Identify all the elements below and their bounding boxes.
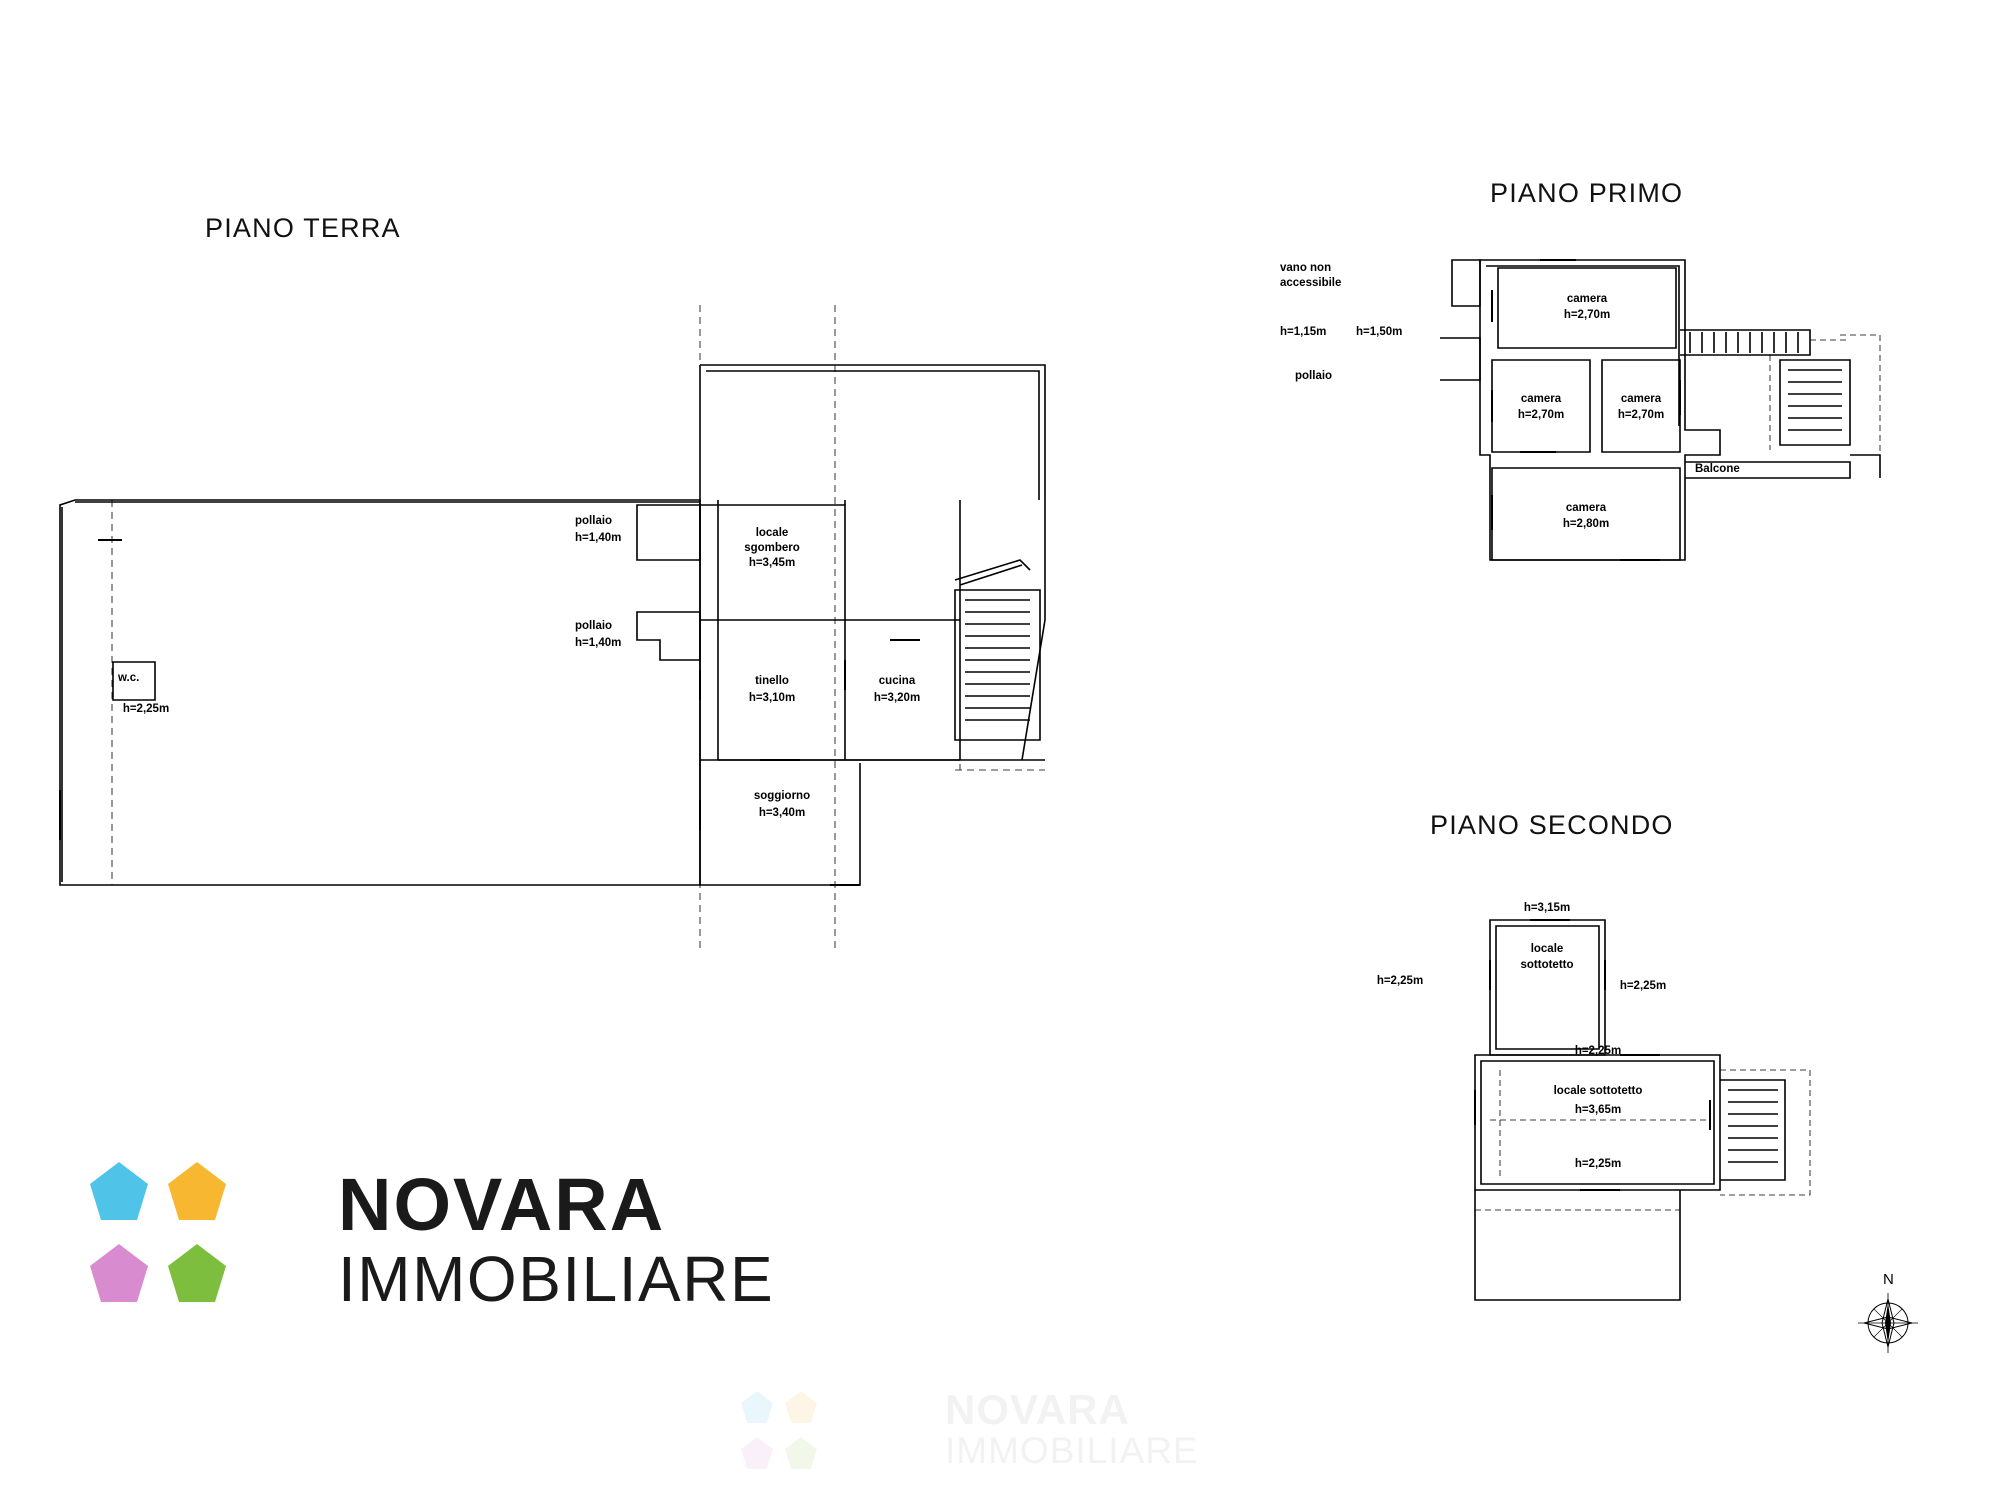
plan-piano-secondo-drawing [1380,880,2000,1310]
logo-text-immobiliare: IMMOBILIARE [338,1243,775,1315]
room-height-camera-1: h=2,70m [1563,309,1611,321]
logo-pentagon-green-icon [166,1242,228,1304]
floor-title-piano-secondo: PIANO SECONDO [1430,810,1674,840]
compass-rose [1855,1271,1925,1355]
room-height-camera-2: h=2,70m [1517,409,1565,421]
room-label-vano-non-accessibile-line2: accessibile [1280,277,1342,289]
room-height-camera-4: h=2,80m [1562,518,1610,530]
room-label-camera-1: camera [1566,293,1608,305]
room-label-camera-2: camera [1520,393,1562,405]
plan-piano-primo [1280,230,2000,690]
room-label-pollaio-2: pollaio [575,620,613,632]
room-height-wc: h=2,25m [122,703,170,715]
room-height-pollaio-1: h=1,40m [575,532,622,544]
plan-piano-terra [0,0,1100,1000]
floor-title-piano-terra: PIANO TERRA [205,213,401,243]
watermark-logo [740,1386,1260,1500]
annotation-h225-right: h=2,25m [1619,980,1667,992]
watermark-pentagon-pink-icon [740,1436,774,1470]
room-height-pollaio-2: h=1,40m [575,637,622,649]
floor-title-piano-primo: PIANO PRIMO [1490,178,1684,208]
annotation-h225-bottom: h=2,25m [1574,1158,1622,1170]
room-height-locale-sottotetto-2: h=3,65m [1574,1104,1622,1116]
plan-piano-primo-drawing [1380,230,2000,690]
logo-pentagon-pink-icon [88,1242,150,1304]
watermark-pentagon-yellow-icon [784,1390,818,1424]
room-label-locale-sottotetto-1-line2: sottotetto [1520,959,1574,971]
annotation-h225-mid: h=2,25m [1574,1045,1622,1057]
annotation-h150: h=1,50m [1356,326,1403,338]
room-label-pollaio-1: pollaio [575,515,613,527]
logo-text-novara: NOVARA [338,1163,666,1246]
room-height-locale-sgombero: h=3,45m [748,557,796,569]
room-label-pollaio-first-floor: pollaio [1295,370,1333,382]
room-label-camera-4: camera [1565,502,1607,514]
room-height-camera-3: h=2,70m [1617,409,1665,421]
room-label-wc: w.c. [118,672,140,684]
watermark-text-novara: NOVARA [945,1386,1130,1433]
room-label-vano-non-accessibile-line1: vano non [1280,262,1332,274]
annotation-h225-left: h=2,25m [1376,975,1424,987]
room-height-cucina: h=3,20m [873,692,921,704]
logo-pentagon-yellow-icon [166,1160,228,1222]
room-label-camera-3: camera [1620,393,1662,405]
room-label-cucina: cucina [878,675,916,687]
room-label-locale-sgombero-line2: sgombero [744,542,800,554]
watermark-text-immobiliare: IMMOBILIARE [945,1430,1199,1471]
compass-north-label: N [1883,1271,1894,1288]
room-label-tinello: tinello [755,675,789,687]
watermark-pentagon-green-icon [784,1436,818,1470]
logo-pentagon-cyan-icon [88,1160,150,1222]
annotation-h315: h=3,15m [1523,902,1571,914]
watermark-pentagon-cyan-icon [740,1390,774,1424]
agency-logo [88,1160,775,1360]
room-height-soggiorno: h=3,40m [758,807,806,819]
room-label-balcone: Balcone [1695,463,1740,475]
room-height-tinello: h=3,10m [748,692,796,704]
room-label-locale-sgombero-line1: locale [755,527,789,539]
room-label-soggiorno: soggiorno [753,790,811,802]
room-label-locale-sottotetto-2: locale sottotetto [1553,1085,1643,1097]
plan-piano-terra-drawing [0,0,1100,1000]
room-label-locale-sottotetto-1-line1: locale [1530,943,1564,955]
plan-piano-secondo [1376,880,2000,1310]
annotation-h115: h=1,15m [1280,326,1327,338]
